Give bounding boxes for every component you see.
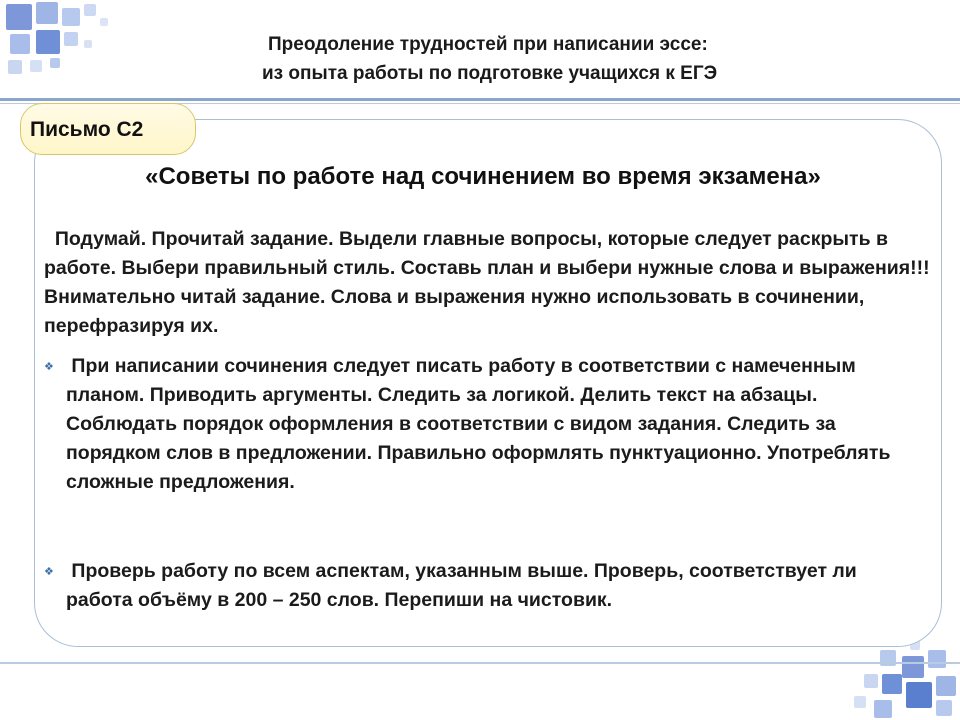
list-item xyxy=(44,557,924,615)
diamond-bullet-icon: ❖ xyxy=(44,361,54,373)
section-tag-label: Письмо С2 xyxy=(30,118,144,141)
header-title-line1: Преодоление трудностей при написании эссе: xyxy=(268,34,708,55)
header-title-line2: из опыта работы по подготовке учащихся к ЕГЭ xyxy=(262,63,718,84)
list-item xyxy=(44,352,924,497)
footer-divider xyxy=(0,662,960,664)
header-divider xyxy=(0,98,960,101)
slide-subtitle: «Советы по работе над сочинением во время экзамена» xyxy=(145,163,821,190)
header-title xyxy=(262,30,862,88)
list-item-text: Проверь работу по всем аспектам, указанным выше. Проверь, соответствует ли работа объёму в 200 – 250 слов. Перепиши на чистовик. xyxy=(66,560,863,611)
decorative-cubes-top-left xyxy=(0,0,130,95)
diamond-bullet-icon: ❖ xyxy=(44,566,54,578)
intro-paragraph: Подумай. Прочитай задание. Выдели главные вопросы, которые следует раскрыть в работе. Выбери правильный стиль. Составь план и выбери нужные слова и выражения!!! Внимательно читай задание. Слова и выражения нужно использовать в сочинении, перефразируя их. xyxy=(44,228,936,337)
list-item-text: При написании сочинения следует писать работу в соответствии с намеченным планом. Приводить аргументы. Следить за логикой. Делить текст на абзацы. Соблюдать порядок оформления в соответствии с видом задания. Следить за порядком слов в предложении. Правильно оформлять пунктуационно. Употреблять сложные предложения. xyxy=(66,355,896,493)
